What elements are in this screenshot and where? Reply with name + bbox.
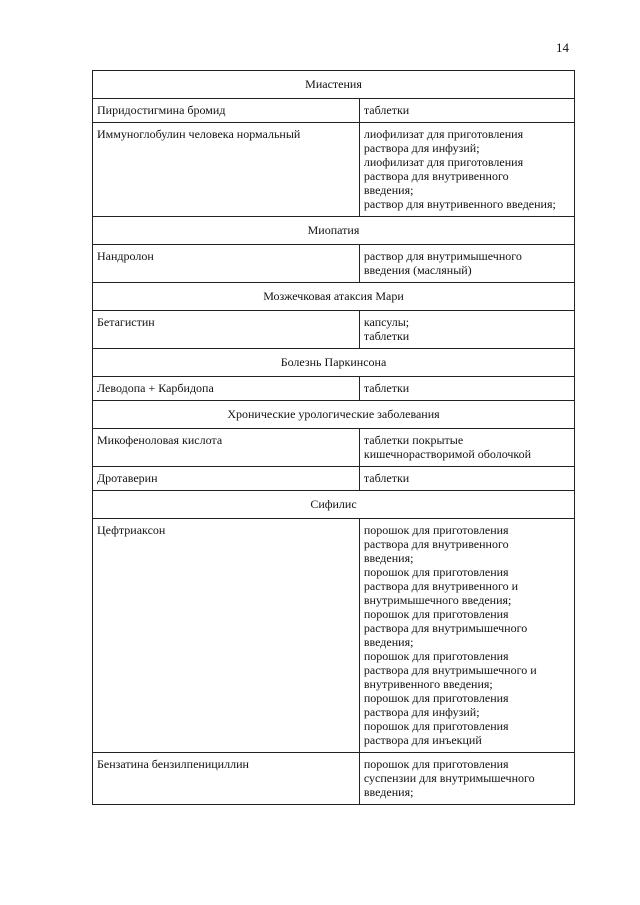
drug-table: [92, 70, 575, 805]
dosage-form-cell: [359, 377, 574, 401]
dosage-form-line: раствора для внутримышечного: [363, 621, 528, 635]
dosage-form-line: введения;: [363, 551, 414, 565]
section-row: [93, 349, 575, 377]
dosage-form-line: раствора для инъекций: [363, 733, 482, 747]
dosage-form-line: порошок для приготовления: [363, 691, 509, 705]
section-title: Хронические урологические заболевания: [93, 401, 575, 429]
dosage-form-line: порошок для приготовления: [363, 719, 509, 733]
dosage-form-cell: [359, 467, 574, 491]
dosage-form-line: введения;: [363, 785, 414, 799]
dosage-form-line: введения;: [363, 183, 414, 197]
dosage-form-line: кишечнорастворимой оболочкой: [363, 447, 532, 461]
section-title: Болезнь Паркинсона: [93, 349, 575, 377]
dosage-form-line: суспензии для внутримышечного: [363, 771, 535, 785]
dosage-form-line: капсулы;: [363, 315, 410, 329]
dosage-form-cell: [359, 123, 574, 217]
drug-name: Бензатина бензилпенициллин: [93, 753, 360, 805]
dosage-form-line: таблетки: [363, 471, 410, 485]
table-row: [93, 467, 575, 491]
dosage-form-line: раствора для внутривенного и: [363, 579, 519, 593]
drug-name: Леводопа + Карбидопа: [93, 377, 360, 401]
dosage-form-line: порошок для приготовления: [363, 649, 509, 663]
page-number: 14: [556, 40, 569, 55]
dosage-form-line: порошок для приготовления: [363, 523, 509, 537]
table-row: [93, 429, 575, 467]
dosage-form-line: раствора для внутримышечного и: [363, 663, 537, 677]
dosage-form-line: внутримышечного введения;: [363, 593, 512, 607]
table-row: [93, 377, 575, 401]
dosage-form-cell: [359, 99, 574, 123]
dosage-form-line: введения;: [363, 635, 414, 649]
dosage-form-cell: [359, 753, 574, 805]
section-title: Миастения: [93, 71, 575, 99]
dosage-form-line: раствора для внутривенного: [363, 537, 509, 551]
drug-name: Микофеноловая кислота: [93, 429, 360, 467]
table-row: [93, 311, 575, 349]
dosage-form-line: раствора для инфузий;: [363, 705, 480, 719]
section-row: [93, 283, 575, 311]
table-row: [93, 123, 575, 217]
dosage-form-line: введения (масляный): [363, 263, 472, 277]
dosage-form-line: раствор для внутривенного введения;: [363, 197, 556, 211]
section-row: [93, 217, 575, 245]
dosage-form-line: раствор для внутримышечного: [363, 249, 522, 263]
drug-name: Дротаверин: [93, 467, 360, 491]
table-row: [93, 245, 575, 283]
dosage-form-line: лиофилизат для приготовления: [363, 155, 524, 169]
dosage-form-line: таблетки: [363, 103, 410, 117]
dosage-form-line: раствора для внутривенного: [363, 169, 509, 183]
section-title: Миопатия: [93, 217, 575, 245]
table-row: [93, 519, 575, 753]
drug-name: Пиридостигмина бромид: [93, 99, 360, 123]
dosage-form-line: лиофилизат для приготовления: [363, 127, 524, 141]
drug-name: Нандролон: [93, 245, 360, 283]
dosage-form-cell: [359, 311, 574, 349]
dosage-form-line: таблетки покрытые: [363, 433, 464, 447]
drug-name: Цефтриаксон: [93, 519, 360, 753]
dosage-form-line: внутривенного введения;: [363, 677, 493, 691]
dosage-form-cell: [359, 429, 574, 467]
section-row: [93, 401, 575, 429]
dosage-form-line: таблетки: [363, 329, 410, 343]
dosage-form-cell: [359, 245, 574, 283]
section-row: [93, 71, 575, 99]
dosage-form-line: раствора для инфузий;: [363, 141, 480, 155]
drug-name: Иммуноглобулин человека нормальный: [93, 123, 360, 217]
section-row: [93, 491, 575, 519]
table-body: [93, 71, 575, 805]
section-title: Мозжечковая атаксия Мари: [93, 283, 575, 311]
table-row: [93, 753, 575, 805]
drug-name: Бетагистин: [93, 311, 360, 349]
dosage-form-cell: [359, 519, 574, 753]
section-title: Сифилис: [93, 491, 575, 519]
dosage-form-line: порошок для приготовления: [363, 757, 509, 771]
dosage-form-line: порошок для приготовления: [363, 565, 509, 579]
dosage-form-line: порошок для приготовления: [363, 607, 509, 621]
dosage-form-line: таблетки: [363, 381, 410, 395]
table-row: [93, 99, 575, 123]
